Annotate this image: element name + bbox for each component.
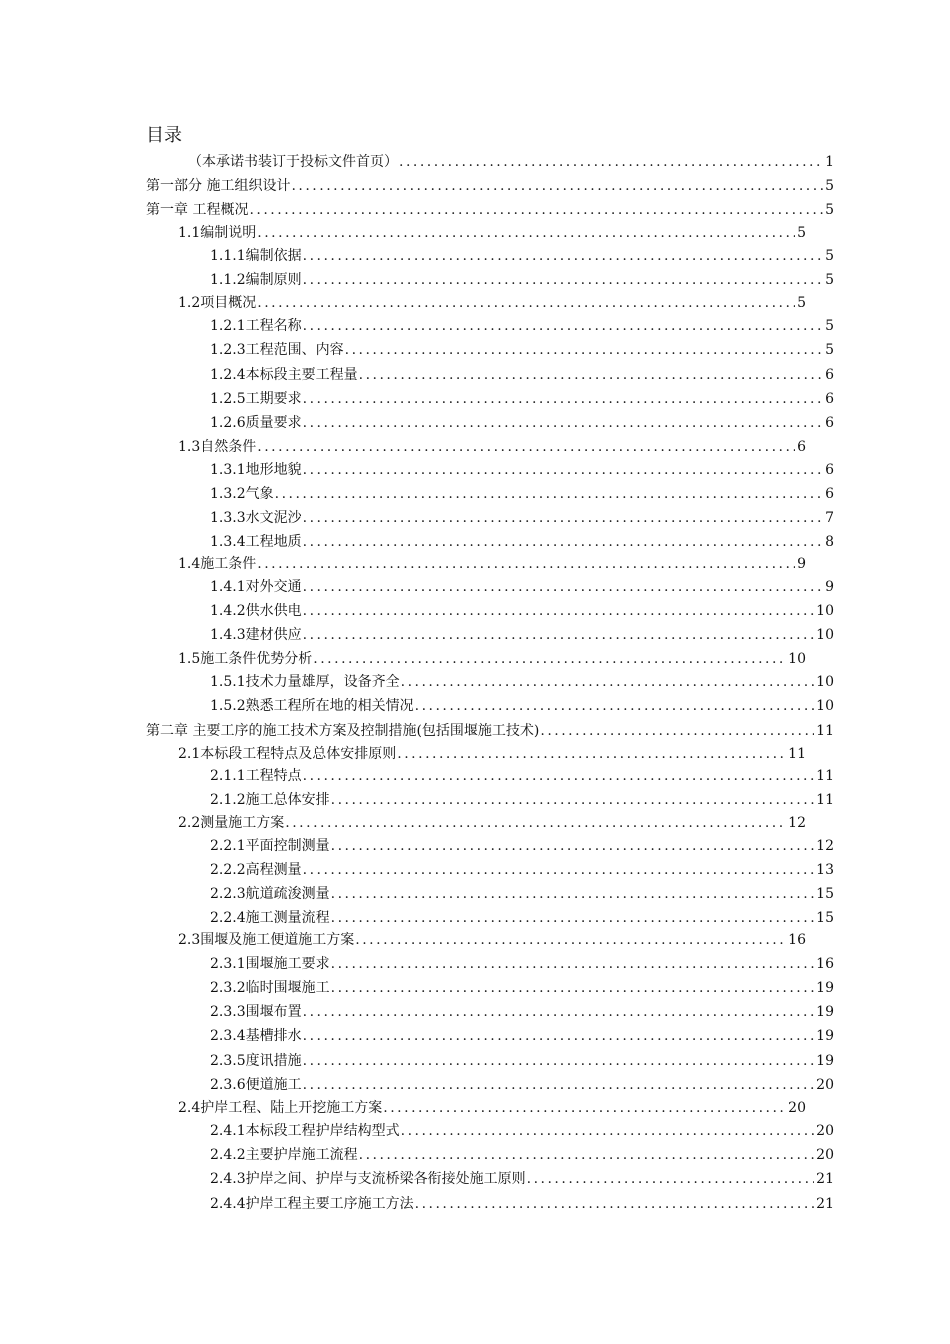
toc-entry-label: 2.3.2临时围堰施工 xyxy=(210,980,330,996)
toc-entry-page-number: 10 xyxy=(816,698,834,714)
toc-entry[interactable] xyxy=(178,438,806,456)
toc-entry-page-number: 5 xyxy=(797,295,806,311)
toc-entry[interactable] xyxy=(210,602,834,620)
dot-leader xyxy=(257,438,795,456)
toc-entry[interactable] xyxy=(146,722,834,740)
dot-leader xyxy=(303,861,815,879)
dot-leader xyxy=(397,745,786,763)
toc-entry[interactable] xyxy=(210,341,834,359)
toc-entry[interactable] xyxy=(210,673,834,691)
toc-entry-page-number: 19 xyxy=(816,1028,834,1044)
toc-entry-page-number: 21 xyxy=(816,1171,834,1187)
toc-entry[interactable] xyxy=(210,767,834,785)
toc-entry-page-number: 6 xyxy=(825,415,834,431)
dot-leader xyxy=(257,555,795,573)
toc-entry-label: 1.2.5工期要求 xyxy=(210,391,302,407)
dot-leader xyxy=(303,317,823,335)
dot-leader xyxy=(401,673,815,691)
toc-entry-page-number: 5 xyxy=(825,202,834,218)
dot-leader xyxy=(415,1195,815,1213)
toc-entry-label: 1.5施工条件优势分析 xyxy=(178,651,313,667)
toc-entry[interactable] xyxy=(210,578,834,596)
toc-entry-label: 1.1.1编制依据 xyxy=(210,248,302,264)
toc-entry[interactable] xyxy=(210,1076,834,1094)
toc-entry-label: 1.2.4本标段主要工程量 xyxy=(210,367,358,383)
toc-entry[interactable] xyxy=(210,533,834,551)
toc-entry-label: 1.5.2熟悉工程所在地的相关情况 xyxy=(210,698,414,714)
toc-entry[interactable] xyxy=(210,485,834,503)
toc-entry-label: 1.2.3工程范围、内容 xyxy=(210,342,344,358)
toc-entry-label: 2.2.4施工测量流程 xyxy=(210,910,330,926)
dot-leader xyxy=(331,979,815,997)
dot-leader xyxy=(275,485,823,503)
toc-entry[interactable] xyxy=(178,931,806,949)
dot-leader xyxy=(313,650,786,668)
toc-entry[interactable] xyxy=(210,414,834,432)
toc-entry-page-number: 19 xyxy=(816,1004,834,1020)
dot-leader xyxy=(303,1076,815,1094)
toc-entry-page-number: 10 xyxy=(816,674,834,690)
toc-entry-page-number: 12 xyxy=(816,838,834,854)
toc-entry-label: 1.5.1技术力量雄厚，设备齐全 xyxy=(210,674,400,690)
toc-entry-page-number: 16 xyxy=(816,956,834,972)
toc-entry[interactable] xyxy=(210,317,834,335)
toc-entry[interactable] xyxy=(146,177,834,195)
dot-leader xyxy=(303,247,823,265)
toc-entry-label: 1.4.1对外交通 xyxy=(210,579,302,595)
dot-leader xyxy=(249,201,823,219)
toc-entry[interactable] xyxy=(210,509,834,527)
toc-entry-label: 1.3.2气象 xyxy=(210,486,274,502)
toc-entry[interactable] xyxy=(210,979,834,997)
toc-entry-label: 2.1.2施工总体安排 xyxy=(210,792,330,808)
toc-entry-label: （本承诺书装订于投标文件首页） xyxy=(188,154,398,170)
toc-entry-page-number: 6 xyxy=(825,367,834,383)
toc-entry[interactable] xyxy=(178,555,806,573)
dot-leader xyxy=(540,722,814,740)
dot-leader xyxy=(303,461,823,479)
toc-entry[interactable] xyxy=(178,814,806,832)
toc-entry-label: 2.4.2主要护岸施工流程 xyxy=(210,1147,358,1163)
dot-leader xyxy=(285,814,786,832)
toc-entry[interactable] xyxy=(146,201,834,219)
toc-entry-label: 2.2.3航道疏浚测量 xyxy=(210,886,330,902)
dot-leader xyxy=(303,626,815,644)
toc-entry-page-number: 1 xyxy=(825,154,834,170)
toc-entry-page-number: 8 xyxy=(825,534,834,550)
toc-entry-page-number: 15 xyxy=(816,886,834,902)
toc-entry-label: 2.3.4基槽排水 xyxy=(210,1028,302,1044)
dot-leader xyxy=(303,533,823,551)
toc-entry[interactable] xyxy=(178,1099,806,1117)
dot-leader xyxy=(331,955,815,973)
toc-entry-label: 1.1编制说明 xyxy=(178,225,257,241)
toc-entry-page-number: 20 xyxy=(788,1100,806,1116)
toc-entry-label: 2.4护岸工程、陆上开挖施工方案 xyxy=(178,1100,383,1116)
toc-entry-label: 2.3.5度讯措施 xyxy=(210,1053,302,1069)
toc-entry-label: 2.3围堰及施工便道施工方案 xyxy=(178,932,355,948)
toc-entry[interactable] xyxy=(178,650,806,668)
toc-entry[interactable] xyxy=(210,1122,834,1140)
dot-leader xyxy=(359,366,823,384)
toc-entry-page-number: 20 xyxy=(816,1123,834,1139)
dot-leader xyxy=(303,602,815,620)
toc-entry[interactable] xyxy=(210,955,834,973)
toc-entry[interactable] xyxy=(210,390,834,408)
dot-leader xyxy=(401,1122,815,1140)
toc-entry[interactable] xyxy=(210,1027,834,1045)
toc-entry-page-number: 9 xyxy=(825,579,834,595)
toc-entry[interactable] xyxy=(210,271,834,289)
dot-leader xyxy=(331,885,815,903)
toc-entry-page-number: 10 xyxy=(788,651,806,667)
toc-entry-page-number: 10 xyxy=(816,603,834,619)
toc-entry-page-number: 11 xyxy=(816,723,834,739)
dot-leader xyxy=(345,341,823,359)
toc-entry[interactable] xyxy=(188,153,834,171)
toc-entry-page-number: 16 xyxy=(788,932,806,948)
toc-entry-page-number: 6 xyxy=(825,391,834,407)
toc-entry-label: 2.3.6便道施工 xyxy=(210,1077,302,1093)
dot-leader xyxy=(303,390,823,408)
toc-entry[interactable] xyxy=(210,697,834,715)
toc-entry-page-number: 13 xyxy=(816,862,834,878)
dot-leader xyxy=(303,271,823,289)
toc-entry-label: 1.2项目概况 xyxy=(178,295,257,311)
dot-leader xyxy=(303,578,823,596)
toc-entry-page-number: 12 xyxy=(788,815,806,831)
dot-leader xyxy=(331,837,815,855)
toc-entry[interactable] xyxy=(210,1146,834,1164)
toc-entry-page-number: 19 xyxy=(816,1053,834,1069)
toc-entry[interactable] xyxy=(210,461,834,479)
toc-entry-page-number: 5 xyxy=(825,318,834,334)
toc-entry-page-number: 5 xyxy=(825,178,834,194)
toc-entry-label: 1.2.6质量要求 xyxy=(210,415,302,431)
toc-entry-label: 1.4施工条件 xyxy=(178,556,257,572)
toc-entry-page-number: 10 xyxy=(816,627,834,643)
toc-entry-page-number: 6 xyxy=(825,462,834,478)
toc-entry[interactable] xyxy=(210,885,834,903)
toc-entry-page-number: 20 xyxy=(816,1077,834,1093)
toc-entry-label: 2.3.1围堰施工要求 xyxy=(210,956,330,972)
toc-entry-label: 2.1.1工程特点 xyxy=(210,768,302,784)
toc-entry[interactable] xyxy=(178,224,806,242)
toc-entry-label: 2.4.1本标段工程护岸结构型式 xyxy=(210,1123,400,1139)
toc-entry[interactable] xyxy=(210,909,834,927)
toc-entry-label: 1.3.1地形地貌 xyxy=(210,462,302,478)
toc-entry-page-number: 7 xyxy=(825,510,834,526)
toc-entry-label: 2.2.1平面控制测量 xyxy=(210,838,330,854)
dot-leader xyxy=(303,1003,815,1021)
toc-entry-page-number: 11 xyxy=(816,792,834,808)
toc-entry-label: 1.4.2供水供电 xyxy=(210,603,302,619)
toc-entry[interactable] xyxy=(210,1052,834,1070)
toc-title: 目录 xyxy=(146,125,182,146)
dot-leader xyxy=(331,909,815,927)
toc-entry-page-number: 11 xyxy=(788,746,806,762)
toc-entry-page-number: 5 xyxy=(825,272,834,288)
toc-entry-label: 1.4.3建材供应 xyxy=(210,627,302,643)
toc-entry[interactable] xyxy=(210,791,834,809)
toc-entry[interactable] xyxy=(210,247,834,265)
dot-leader xyxy=(303,509,823,527)
toc-entry-label: 2.1本标段工程特点及总体安排原则 xyxy=(178,746,397,762)
toc-entry-page-number: 9 xyxy=(797,556,806,572)
toc-entry-page-number: 20 xyxy=(816,1147,834,1163)
dot-leader xyxy=(355,931,786,949)
toc-entry[interactable] xyxy=(210,861,834,879)
toc-entry-label: 2.3.3围堰布置 xyxy=(210,1004,302,1020)
toc-entry-label: 1.3.3水文泥沙 xyxy=(210,510,302,526)
dot-leader xyxy=(303,1052,815,1070)
toc-entry-page-number: 19 xyxy=(816,980,834,996)
toc-entry-label: 1.3自然条件 xyxy=(178,439,257,455)
toc-entry[interactable] xyxy=(210,1170,834,1188)
toc-entry[interactable] xyxy=(210,626,834,644)
dot-leader xyxy=(331,791,815,809)
dot-leader xyxy=(527,1170,815,1188)
toc-entry-label: 1.3.4工程地质 xyxy=(210,534,302,550)
dot-leader xyxy=(303,767,815,785)
toc-entry[interactable] xyxy=(210,366,834,384)
dot-leader xyxy=(257,224,795,242)
toc-entry-label: 2.4.3护岸之间、护岸与支流桥梁各衔接处施工原则 xyxy=(210,1171,526,1187)
toc-entry-page-number: 15 xyxy=(816,910,834,926)
dot-leader xyxy=(303,414,823,432)
toc-entry[interactable] xyxy=(210,837,834,855)
dot-leader xyxy=(383,1099,786,1117)
toc-entry-label: 2.2测量施工方案 xyxy=(178,815,285,831)
toc-entry-page-number: 5 xyxy=(825,342,834,358)
dot-leader xyxy=(291,177,823,195)
dot-leader xyxy=(359,1146,815,1164)
toc-entry-page-number: 6 xyxy=(797,439,806,455)
toc-entry-label: 第一部分 施工组织设计 xyxy=(146,178,291,194)
toc-entry-label: 1.1.2编制原则 xyxy=(210,272,302,288)
dot-leader xyxy=(415,697,815,715)
toc-entry[interactable] xyxy=(178,745,806,763)
toc-entry[interactable] xyxy=(178,294,806,312)
dot-leader xyxy=(303,1027,815,1045)
toc-entry[interactable] xyxy=(210,1195,834,1213)
toc-entry-label: 第二章 主要工序的施工技术方案及控制措施(包括围堰施工技术) xyxy=(146,723,540,739)
toc-entry[interactable] xyxy=(210,1003,834,1021)
toc-entry-label: 1.2.1工程名称 xyxy=(210,318,302,334)
toc-entry-page-number: 21 xyxy=(816,1196,834,1212)
toc-entry-page-number: 11 xyxy=(816,768,834,784)
toc-entry-label: 2.4.4护岸工程主要工序施工方法 xyxy=(210,1196,414,1212)
toc-entry-label: 2.2.2高程测量 xyxy=(210,862,302,878)
dot-leader xyxy=(257,294,795,312)
toc-entry-page-number: 5 xyxy=(797,225,806,241)
toc-entry-page-number: 6 xyxy=(825,486,834,502)
toc-entry-label: 第一章 工程概况 xyxy=(146,202,249,218)
toc-entry-page-number: 5 xyxy=(825,248,834,264)
dot-leader xyxy=(399,153,823,171)
